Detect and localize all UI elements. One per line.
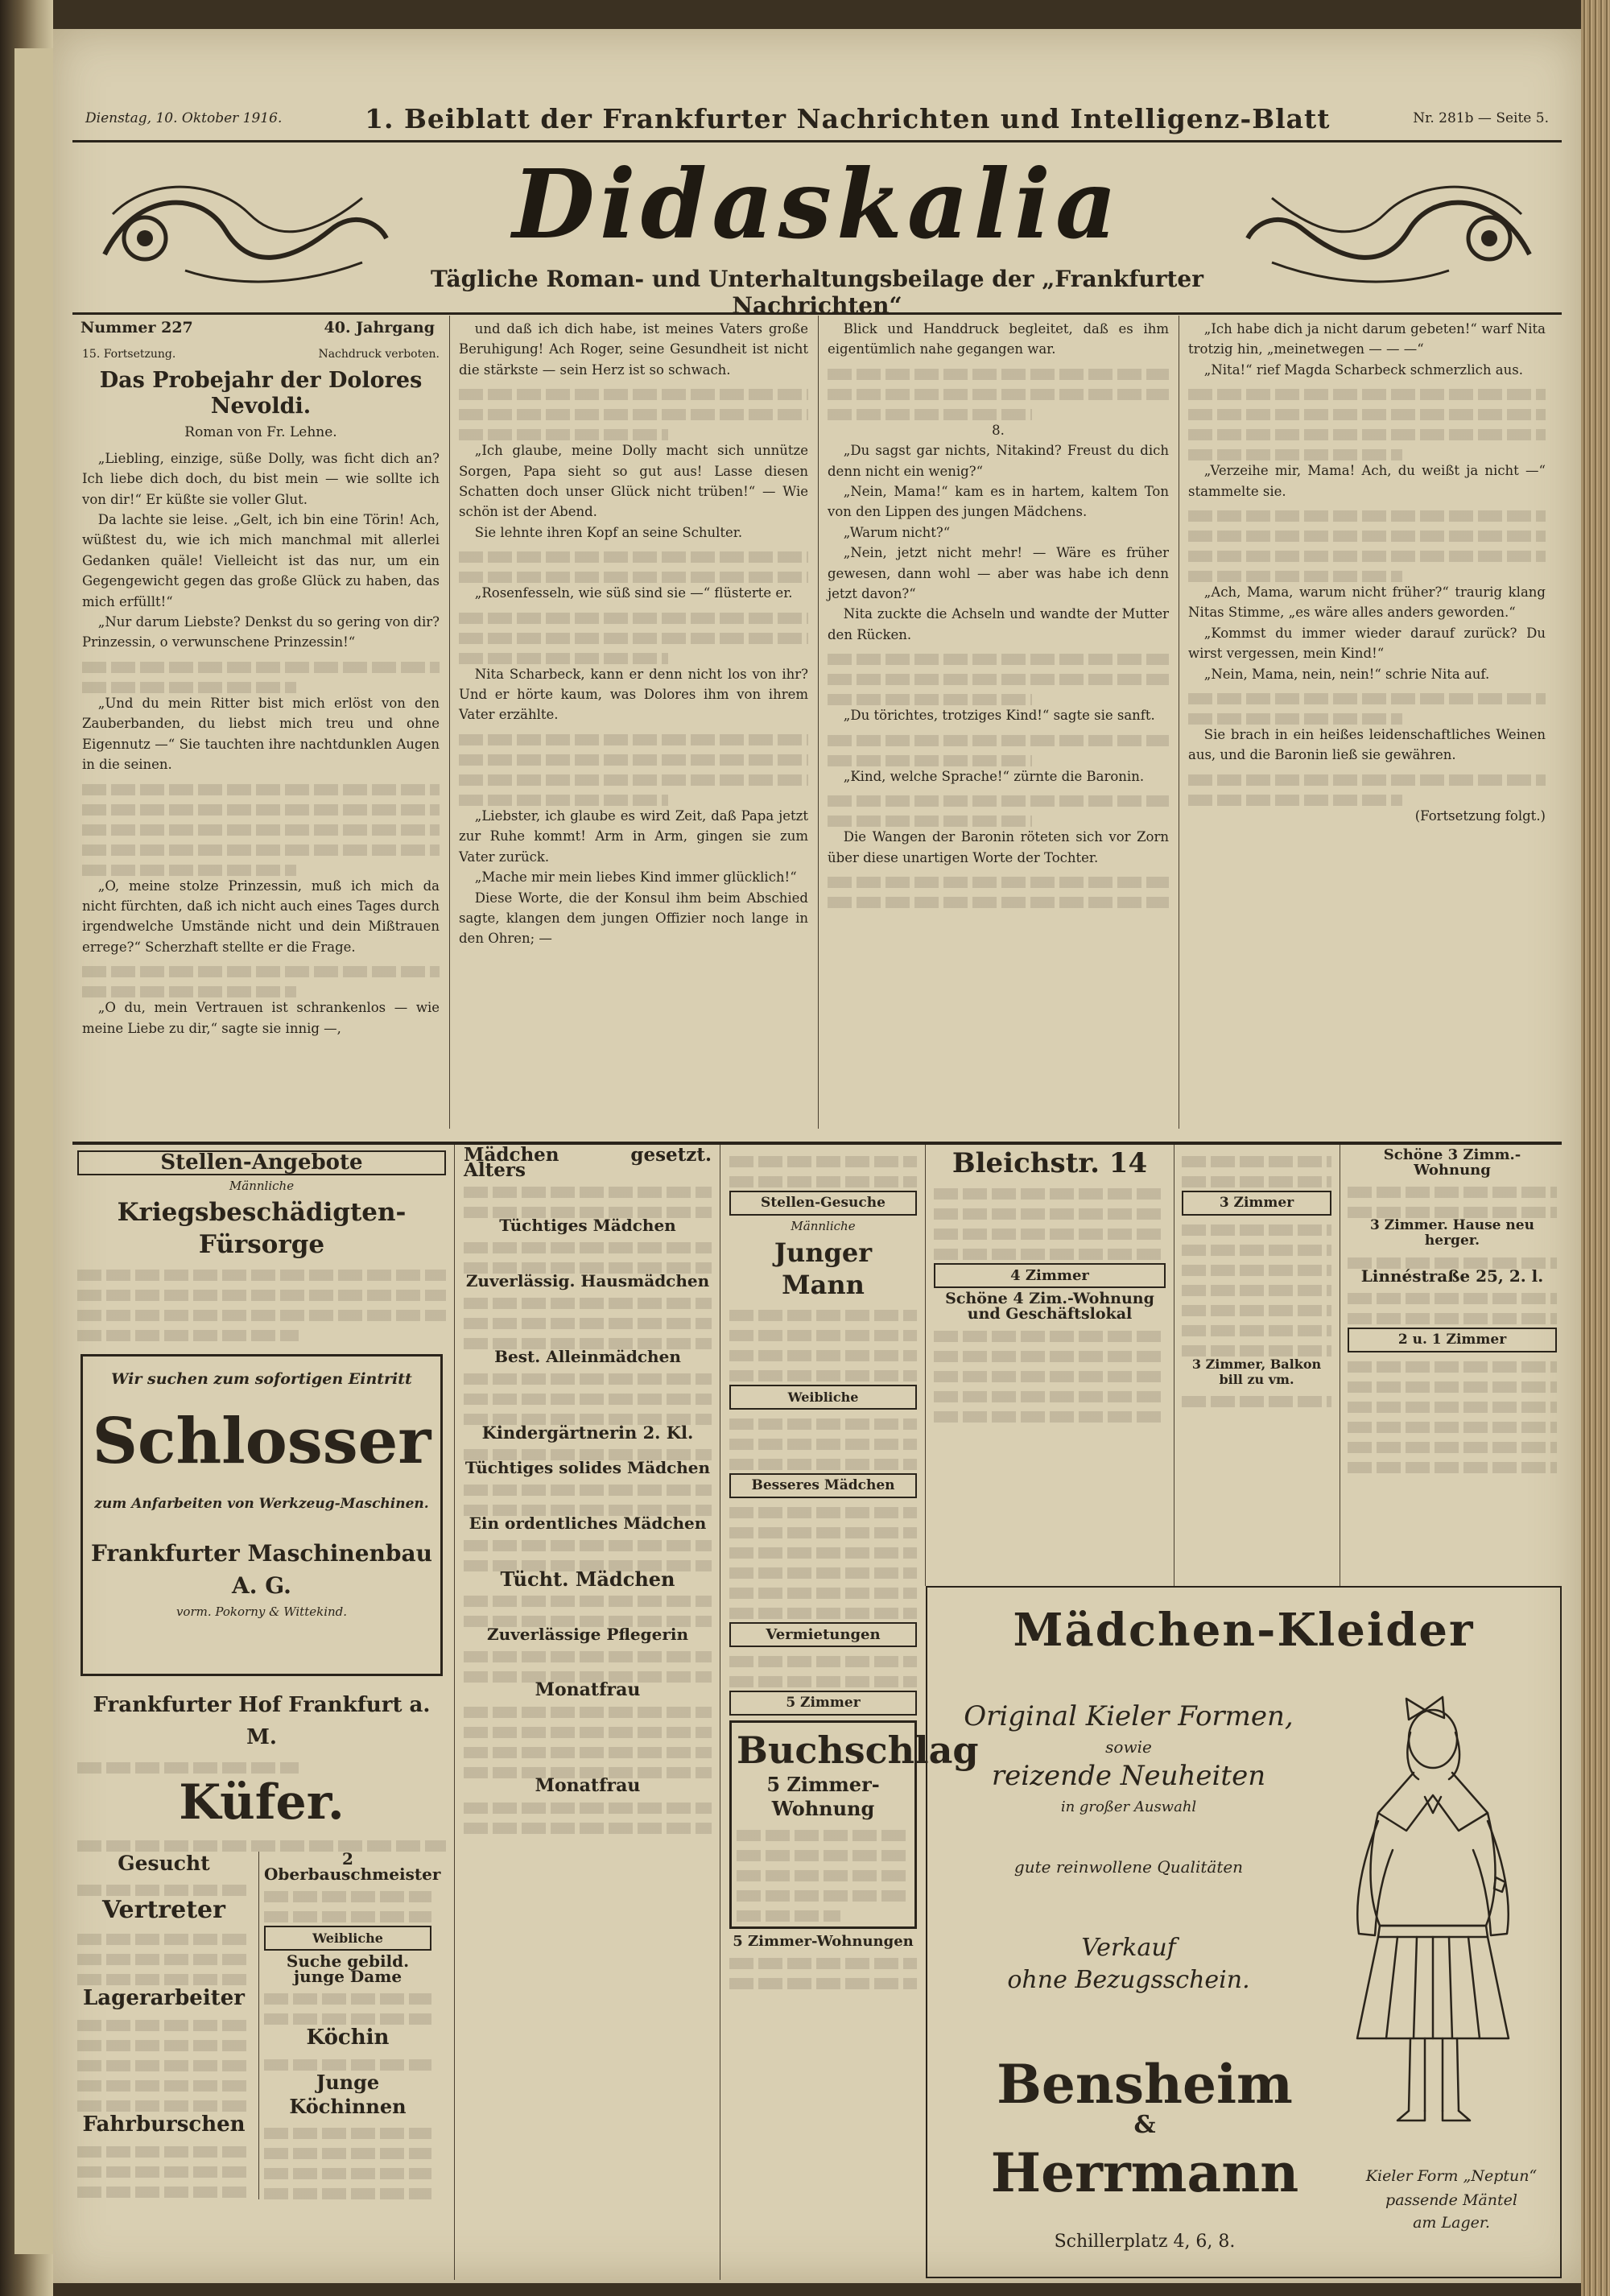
- paragraph: „Mache mir mein liebes Kind immer glücklich!“: [474, 869, 797, 886]
- illegible-text: [1348, 1402, 1557, 1413]
- chapter-number: 8.: [992, 422, 1005, 438]
- page-header: [53, 98, 1581, 138]
- illegible-text: [1188, 795, 1402, 806]
- illegible-text: [264, 2128, 431, 2139]
- paragraph: „Nein, Mama!“ kam es in hartem, kaltem Ton von den Lippen des jungen Mädchens.: [828, 484, 1169, 520]
- illegible-text: [729, 1459, 917, 1470]
- illegible-text: [264, 2148, 431, 2159]
- paragraph: „Verzeihe mir, Mama! Ach, du weißt ja nicht —“ stammelte sie.: [1188, 463, 1546, 499]
- illegible-text: [459, 795, 668, 806]
- fuenf-zimmer-heading: 5 Zimmer: [729, 1691, 917, 1716]
- illegible-text: [77, 1934, 250, 1945]
- illegible-text: [1348, 1381, 1557, 1393]
- brand-name-2: Herrmann: [990, 2141, 1299, 2204]
- buchschlag-ad-box: [729, 1720, 979, 1929]
- column-divider: [818, 316, 819, 1129]
- illegible-text: [77, 1310, 446, 1321]
- illegible-text: [459, 409, 808, 420]
- masthead-rule: [72, 312, 1562, 315]
- illegible-text: [1182, 1345, 1331, 1357]
- paragraph: „O du, mein Vertrauen ist schrankenlos — wie meine Liebe zu dir,“ sagte sie innig —,: [82, 1000, 440, 1036]
- illegible-text: [264, 1911, 431, 1922]
- illegible-text: [464, 1767, 712, 1778]
- masthead: [72, 142, 1562, 319]
- paragraph: „Kommst du immer wieder darauf zurück? Du wirst vergessen, mein Kind!“: [1188, 625, 1546, 662]
- illegible-text: [82, 784, 440, 795]
- illegible-text: [729, 1547, 917, 1559]
- masthead-subtitle: Tägliche Roman- und Unterhaltungsbeilage der „Frankfurter Nachrichten“: [430, 266, 1203, 319]
- illegible-text: [1188, 409, 1546, 420]
- illegible-text: [459, 633, 808, 644]
- illegible-text: [934, 1411, 1166, 1423]
- ads-column-d: [929, 1145, 1170, 1584]
- paragraph: „Nita!“ rief Magda Scharbeck schmerzlich aus.: [1203, 361, 1523, 378]
- illegible-text: [737, 1910, 840, 1922]
- paragraph: Sie lehnte ihren Kopf an seine Schulter.: [474, 524, 743, 540]
- solides-maedchen-ad: Tüchtiges solides Mädchen: [464, 1458, 711, 1477]
- illegible-text: [459, 754, 808, 766]
- illegible-text: [737, 1850, 910, 1861]
- girl-in-sailor-dress-illustration: [1330, 1692, 1547, 2143]
- illegible-text: [828, 694, 1032, 705]
- illegible-text: [828, 654, 1169, 665]
- illegible-text: [737, 1830, 910, 1841]
- bleichstr-ad: Bleichstr. 14: [952, 1147, 1148, 1179]
- illegible-text: [828, 674, 1169, 685]
- alleinmaedchen-ad: Best. Alleinmädchen: [494, 1347, 681, 1366]
- serial-column-3: [821, 319, 1175, 1127]
- illegible-text: [828, 735, 1169, 746]
- illegible-text: [729, 1676, 917, 1687]
- fashion-line-3: reizende Neuheiten: [991, 1760, 1266, 1792]
- illegible-text: [934, 1331, 1166, 1342]
- illegible-text: [729, 1958, 917, 1969]
- illegible-text: [828, 755, 1032, 766]
- illegible-text: [464, 1596, 712, 1607]
- illegible-text: [828, 409, 1032, 420]
- oberbau-ad: 2 Oberbauschmeister: [264, 1849, 441, 1884]
- brand-name-1: Bensheim: [997, 2053, 1293, 2116]
- illegible-text: [77, 1762, 299, 1774]
- paragraph: Blick und Handdruck begleitet, daß es ihm eigentümlich nahe gegangen war.: [828, 321, 1169, 357]
- illegible-text: [729, 1507, 917, 1518]
- illegible-text: [459, 774, 808, 786]
- header-page-number: Nr. 281b — Seite 5.: [1413, 110, 1549, 126]
- vertreter-ad: Vertreter: [102, 1896, 225, 1924]
- illegible-text: [729, 1418, 917, 1430]
- illegible-text: [264, 2168, 431, 2179]
- illegible-text: [737, 1870, 910, 1881]
- illegible-text: [459, 551, 808, 563]
- illegible-text: [729, 1350, 917, 1361]
- fashion-line-5: gute reinwollene Qualitäten: [1013, 1857, 1244, 1877]
- illegible-text: [1188, 571, 1402, 582]
- kindergaertnerin-ad: Kindergärtnerin 2. Kl.: [481, 1423, 694, 1443]
- illegible-text: [77, 2100, 250, 2112]
- fashion-line-6: Verkauf: [1081, 1934, 1176, 1962]
- ads-column-e: [1177, 1145, 1336, 1584]
- masthead-title: Didaskalia: [512, 148, 1122, 260]
- frankfurter-hof-ad: Frankfurter Hof Frankfurt a. M.: [93, 1693, 431, 1749]
- paragraph: „Du törichtes, trotziges Kind!“ sagte sie sanft.: [843, 708, 1155, 724]
- illegible-text: [729, 1567, 917, 1579]
- illegible-text: [1348, 1293, 1557, 1304]
- illegible-text: [464, 1727, 712, 1738]
- illegible-text: [82, 804, 440, 816]
- illegible-text: [1348, 1257, 1557, 1269]
- illegible-text: [464, 1747, 712, 1758]
- illegible-text: [77, 1974, 250, 1985]
- drei-zimmer-billig-ad: 3 Zimmer. Hause neu herger.: [1370, 1217, 1534, 1249]
- illegible-text: [729, 1608, 917, 1619]
- illegible-text: [459, 572, 808, 583]
- illegible-text: [729, 1176, 917, 1187]
- illegible-text: [828, 897, 1169, 908]
- ads-column-b: [459, 1145, 716, 2280]
- illegible-text: [934, 1249, 1166, 1260]
- previous-page-edge: [14, 48, 55, 2254]
- illegible-text: [1182, 1396, 1331, 1407]
- illegible-text: [464, 1373, 712, 1385]
- zwei-zimmer-heading: 2 u. 1 Zimmer: [1348, 1328, 1557, 1352]
- illegible-text: [464, 1651, 712, 1662]
- paragraph: „Rosenfesseln, wie süß sind sie —“ flüsterte er.: [474, 585, 793, 601]
- illegible-text: [1188, 531, 1546, 542]
- illegible-text: [1188, 551, 1546, 562]
- illegible-text: [77, 2166, 250, 2178]
- illegible-text: [464, 1803, 712, 1814]
- illegible-text: [464, 1540, 712, 1551]
- illegible-text: [1182, 1285, 1331, 1296]
- paragraph: „Ach, Mama, warum nicht früher?“ traurig klang Nitas Stimme, „es wäre alles anders geworden.“: [1188, 584, 1546, 621]
- gesucht-ad: Gesucht: [118, 1852, 210, 1875]
- paragraph: „Nein, jetzt nicht mehr! — Wäre es früher gewesen, dann wohl — aber was habe ich denn jetzt davon?“: [828, 545, 1169, 602]
- illegible-text: [464, 1318, 712, 1329]
- serial-header: [82, 345, 440, 444]
- illegible-text: [729, 1656, 917, 1667]
- illegible-text: [1348, 1442, 1557, 1453]
- illegible-text: [82, 986, 296, 997]
- illegible-text: [464, 1560, 712, 1571]
- fashion-caption-2: passende Mäntel: [1385, 2191, 1517, 2209]
- serial-headline: Das Probejahr der Dolores Nevoldi.: [99, 368, 423, 419]
- serial-column-4: [1182, 319, 1552, 1127]
- illegible-text: [77, 1330, 299, 1341]
- illegible-text: [1348, 1462, 1557, 1473]
- fashion-line-7: ohne Bezugsschein.: [1007, 1966, 1250, 1994]
- paragraph: „Ich habe dich ja nicht darum gebeten!“ warf Nita trotzig hin, „meinetwegen — — —“: [1188, 321, 1546, 357]
- fahrburschen-ad: Fahrburschen: [82, 2112, 246, 2137]
- paragraph: „Kind, welche Sprache!“ zürnte die Baronin.: [843, 768, 1145, 784]
- maschinenbau-name: Frankfurter Maschinenbau A. G.: [91, 1540, 432, 1599]
- geschaeftslokal-ad: Schöne 4 Zim.-Wohnung und Geschäftslokal: [945, 1290, 1154, 1323]
- stellen-angebote-heading: Stellen-Angebote: [77, 1150, 446, 1175]
- illegible-text: [464, 1485, 712, 1496]
- left-flourish-ornament: [89, 158, 394, 295]
- illegible-text: [77, 2060, 250, 2071]
- illegible-text: [1182, 1176, 1331, 1187]
- illegible-text: [264, 1993, 431, 2005]
- illegible-text: [1188, 389, 1546, 400]
- illegible-text: [459, 734, 808, 745]
- illegible-text: [464, 1242, 712, 1253]
- page-stack-edge: [1581, 0, 1610, 2296]
- illegible-text: [77, 2040, 250, 2051]
- right-flourish-ornament: [1240, 158, 1546, 295]
- illegible-text: [1182, 1325, 1331, 1336]
- illegible-text: [264, 2188, 431, 2199]
- column-divider: [449, 316, 450, 1129]
- ads-divider: [925, 1145, 926, 1586]
- continued-note: (Fortsetzung folgt.): [1414, 807, 1546, 824]
- weibliche-subheading: Weibliche: [729, 1385, 917, 1410]
- illegible-text: [82, 966, 440, 977]
- illegible-text: [77, 1954, 250, 1965]
- paragraph: „Und du mein Ritter bist mich erlöst von den Zauberbanden, du liebst mich treu und ohne Eigennutz —“ Sie tauchten ihre nachtdunklen Augen in die seinen.: [82, 695, 440, 773]
- balkon-ad: 3 Zimmer, Balkon bill zu vm.: [1191, 1357, 1322, 1387]
- illegible-text: [82, 682, 296, 693]
- illegible-text: [1188, 774, 1546, 786]
- illegible-text: [729, 1330, 917, 1341]
- illegible-text: [464, 1394, 712, 1405]
- paragraph: „Nur darum Liebste? Denkst du so gering von dir? Prinzessin, o verwunschene Prinzessin!“: [82, 614, 440, 650]
- illegible-text: [729, 1978, 917, 1989]
- illegible-text: [828, 816, 1032, 827]
- issue-volume: 40. Jahrgang: [324, 319, 435, 337]
- illegible-text: [77, 1885, 250, 1896]
- illegible-text: [828, 795, 1169, 807]
- paragraph: „O, meine stolze Prinzessin, muß ich mich da nicht fürchten, daß ich nicht auch eines Tages durch irgendwelche Umstände nicht und dein Mißtrauen errege?“ Scherzhaft stellte er die Frage.: [82, 878, 440, 955]
- illegible-text: [464, 1338, 712, 1349]
- illegible-text: [729, 1439, 917, 1450]
- illegible-text: [77, 1840, 446, 1852]
- illegible-text: [1188, 510, 1546, 522]
- junge-dame-ad: Suche gebild. junge Dame: [286, 1951, 410, 1986]
- illegible-text: [459, 429, 668, 440]
- illegible-text: [729, 1527, 917, 1538]
- tuechtiges-maedchen-ad: Tüchtiges Mädchen: [499, 1216, 676, 1235]
- junge-koechinnen-ad: Junge Köchinnen: [289, 2071, 407, 2118]
- illegible-text: [77, 2187, 250, 2198]
- serial-byline: Roman von Fr. Lehne.: [184, 424, 337, 441]
- illegible-text: [934, 1391, 1166, 1402]
- weibliche-subheading: Weibliche: [264, 1926, 431, 1951]
- ordentliches-maedchen-ad: Ein ordentliches Mädchen: [469, 1513, 707, 1533]
- paragraph: „Du sagst gar nichts, Nitakind? Freust du dich denn nicht ein wenig?“: [828, 443, 1169, 479]
- illegible-text: [828, 369, 1169, 380]
- paragraph: Nita Scharbeck, kann er denn nicht los von ihr? Und er hörte kaum, was Dolores ihm von ihrem Vater erzählte.: [459, 666, 808, 723]
- illegible-text: [934, 1208, 1166, 1220]
- illegible-text: [464, 1262, 712, 1274]
- illegible-text: [264, 2059, 431, 2071]
- ads-column-a: [72, 1145, 451, 2280]
- illegible-text: [82, 865, 296, 876]
- serial-installment: 15. Fortsetzung.: [82, 348, 176, 361]
- maschinenbau-subtitle: vorm. Pokorny & Wittekind.: [175, 1604, 348, 1619]
- illegible-text: [828, 389, 1169, 400]
- issue-line: [72, 316, 443, 340]
- illegible-text: [737, 1890, 910, 1902]
- maennliche-subheading: Männliche: [791, 1219, 856, 1233]
- illegible-text: [459, 389, 808, 400]
- illegible-text: [1348, 1187, 1557, 1198]
- fashion-line-2: sowie: [1105, 1737, 1152, 1757]
- illegible-text: [1182, 1305, 1331, 1316]
- illegible-text: [1182, 1245, 1331, 1256]
- illegible-text: [464, 1298, 712, 1309]
- monatfrau-ad: Monatfrau: [535, 1679, 641, 1700]
- paragraph: Diese Worte, die der Konsul ihm beim Abschied sagte, klangen dem jungen Offizier noch lange in den Ohren; —: [459, 890, 808, 947]
- maedchen-kleider-ad: [926, 1586, 1562, 2278]
- illegible-text: [464, 1187, 712, 1198]
- schlosser-subtitle: zum Anfarbeiten von Werkzeug-Maschinen.: [94, 1496, 429, 1512]
- schlosser-intro: Wir suchen zum sofortigen Eintritt: [111, 1370, 412, 1388]
- illegible-text: [264, 2013, 431, 2025]
- issue-number: Nummer 227: [80, 319, 193, 337]
- illegible-text: [934, 1229, 1166, 1240]
- serial-rights: Nachdruck verboten.: [318, 348, 440, 361]
- ads-divider: [454, 1145, 455, 2280]
- fashion-title: Mädchen-Kleider: [1013, 1604, 1475, 1657]
- illegible-text: [82, 844, 440, 856]
- illegible-text: [464, 1414, 712, 1425]
- illegible-text: [459, 653, 668, 664]
- brand-address: Schillerplatz 4, 6, 8.: [1054, 2232, 1236, 2252]
- illegible-text: [729, 1370, 917, 1381]
- serial-column-2: [452, 319, 815, 1127]
- illegible-text: [934, 1188, 1166, 1200]
- illegible-text: [77, 2146, 250, 2158]
- paragraph: „Ich glaube, meine Dolly macht sich unnütze Sorgen, Papa sieht so gut aus! Lasse diesen Schatten doch unser Glück nicht trüben!“ — Wie schön ist der Abend.: [459, 443, 808, 520]
- illegible-text: [82, 662, 440, 673]
- fuenf-zimmer-wohnungen-ad: 5 Zimmer-Wohnungen: [733, 1933, 914, 1950]
- ads-subgrid: [77, 1849, 446, 2199]
- illegible-text: [77, 1290, 446, 1301]
- illegible-text: [1348, 1207, 1557, 1218]
- classified-ads-section: [72, 1142, 1562, 2277]
- illegible-text: [1182, 1265, 1331, 1276]
- illegible-text: [1182, 1224, 1331, 1236]
- paragraph: „Liebster, ich glaube es wird Zeit, daß Papa jetzt zur Ruhe kommt! Arm in Arm, gingen sie zum Vater zurück.: [459, 807, 808, 865]
- illegible-text: [934, 1351, 1166, 1362]
- paragraph: „Nein, Mama, nein, nein!“ schrie Nita auf.: [1203, 666, 1490, 682]
- illegible-text: [464, 1671, 712, 1683]
- illegible-text: [464, 1505, 712, 1516]
- illegible-text: [1188, 693, 1546, 704]
- ads-subcolumn-left: [77, 1852, 250, 2199]
- illegible-text: [1188, 713, 1402, 725]
- kuefer-ad: Küfer.: [179, 1774, 345, 1831]
- stellen-gesuche-heading: Stellen-Gesuche: [729, 1191, 917, 1216]
- header-date: Dienstag, 10. Oktober 1916.: [85, 110, 283, 126]
- paragraph: Die Wangen der Baronin röteten sich vor Zorn über diese unartigen Worte der Tochter.: [828, 829, 1169, 865]
- drei-zimmer-heading: 3 Zimmer: [1182, 1191, 1331, 1216]
- illegible-text: [1348, 1422, 1557, 1433]
- maennliche-subheading: Männliche: [229, 1179, 295, 1193]
- header-title: 1. Beiblatt der Frankfurter Nachrichten und Intelligenz-Blatt: [365, 102, 1331, 134]
- junger-mann-ad: Junger Mann: [774, 1237, 873, 1300]
- illegible-text: [1182, 1156, 1331, 1167]
- buchschlag-title: Buchschlag: [737, 1728, 979, 1772]
- lagerarbeiter-ad: Lagerarbeiter: [83, 1986, 245, 2010]
- illegible-text: [77, 2080, 250, 2092]
- illegible-text: [729, 1156, 917, 1167]
- paragraph: „Warum nicht?“: [843, 524, 951, 540]
- illegible-text: [1188, 449, 1402, 460]
- ads-column-f: [1343, 1145, 1562, 1584]
- ads-column-c: [724, 1145, 979, 2280]
- brand-ampersand: &: [1133, 2111, 1156, 2139]
- paragraph: Sie brach in ein heißes leidenschaftliches Weinen aus, und die Baronin ließ sie gewähren.: [1188, 727, 1546, 763]
- vermietungen-heading: Vermietungen: [729, 1622, 917, 1647]
- newspaper-page: [53, 29, 1581, 2283]
- paragraph: „Liebling, einzige, süße Dolly, was ficht dich an? Ich liebe dich doch, du bist mein — wie sollte ich von dir!“ Er küßte sie voller Glut.: [82, 450, 440, 507]
- drei-zimmer-wohnung-ad: Schöne 3 Zimm.-Wohnung: [1383, 1146, 1521, 1179]
- illegible-text: [464, 1616, 712, 1627]
- illegible-text: [934, 1371, 1166, 1382]
- buchschlag-subtitle: 5 Zimmer-Wohnung: [766, 1773, 880, 1820]
- illegible-text: [77, 1270, 446, 1281]
- fashion-caption-3: am Lager.: [1413, 2214, 1490, 2232]
- illegible-text: [464, 1449, 712, 1460]
- vier-zimmer-heading: 4 Zimmer: [934, 1263, 1166, 1288]
- koechin-ad: Köchin: [306, 2026, 390, 2050]
- illegible-text: [828, 877, 1169, 888]
- kriegsbeschaedigten-ad: Kriegsbeschädigten-Fürsorge: [117, 1198, 407, 1259]
- pflegerin-ad: Zuverlässige Pflegerin: [486, 1625, 689, 1644]
- ads-subcolumn-right: [258, 1849, 441, 2199]
- illegible-text: [464, 1207, 712, 1218]
- fashion-line-1: Original Kieler Formen,: [964, 1700, 1294, 1732]
- maedchen-gesetzt-ad: Mädchen gesetzt. Alters: [464, 1144, 712, 1181]
- illegible-text: [729, 1588, 917, 1599]
- besseres-maedchen-ad: Besseres Mädchen: [729, 1473, 917, 1498]
- fashion-line-4: in großer Auswahl: [1060, 1798, 1197, 1815]
- serial-notes: [82, 345, 440, 365]
- schlosser-title: Schlosser: [92, 1405, 431, 1478]
- serial-column-1: [76, 345, 446, 1124]
- paragraph: und daß ich dich habe, ist meines Vaters große Beruhigung! Ach Roger, seine Gesundheit ist nicht die stärkste — sein Herz ist so schwach.: [459, 321, 808, 378]
- paragraph: Da lachte sie leise. „Gelt, ich bin eine Törin! Ach, wüßtest du, wie ich mich manchmal mit allerlei Gedanken quäle! Vielleicht ist das nur, um ein Gegengewicht gegen das große Glück zu haben, das mich erfüllt!“: [82, 512, 440, 609]
- illegible-text: [77, 2020, 250, 2031]
- fashion-caption-1: Kieler Form „Neptun“: [1365, 2167, 1538, 2185]
- illegible-text: [264, 1891, 431, 1902]
- illegible-text: [1348, 1313, 1557, 1324]
- linnestrasse-ad: Linnéstraße 25, 2. l.: [1360, 1266, 1544, 1286]
- illegible-text: [1188, 429, 1546, 440]
- zuverlaessig-hausmaedchen-ad: Zuverlässig. Hausmädchen: [465, 1271, 710, 1290]
- schlosser-ad-box: [80, 1354, 443, 1676]
- paragraph: Nita zuckte die Achseln und wandte der Mutter den Rücken.: [828, 606, 1169, 642]
- illegible-text: [464, 1823, 712, 1834]
- tuecht-maedchen-ad: Tücht. Mädchen: [500, 1567, 675, 1591]
- illegible-text: [729, 1310, 917, 1321]
- illegible-text: [1348, 1361, 1557, 1373]
- illegible-text: [82, 824, 440, 836]
- monatsfrau-ad: Monatfrau: [535, 1775, 641, 1796]
- illegible-text: [464, 1707, 712, 1718]
- illegible-text: [459, 613, 808, 624]
